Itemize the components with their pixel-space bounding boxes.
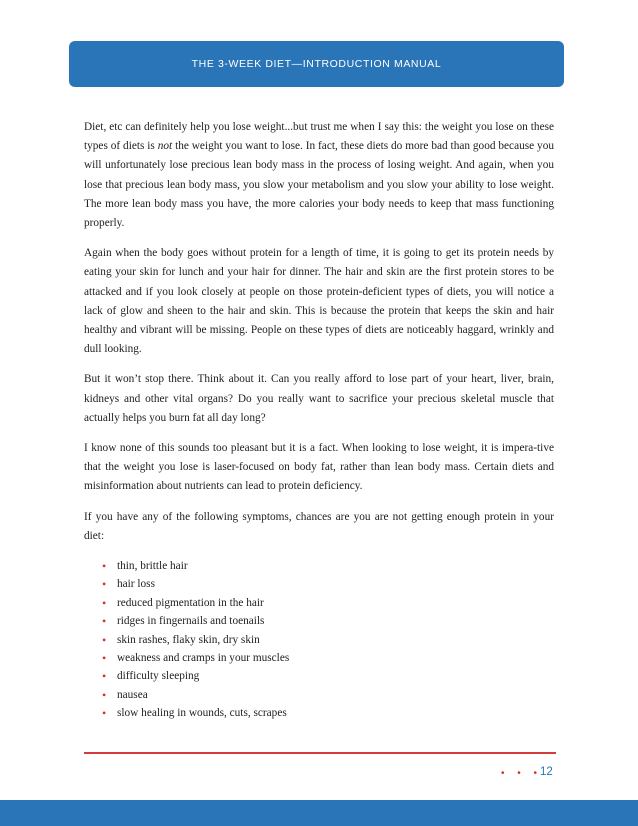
bullet-icon: •: [102, 669, 107, 684]
symptom-text: ridges in fingernails and toenails: [117, 615, 265, 628]
bullet-icon: •: [102, 614, 107, 629]
bottom-band: [0, 800, 638, 826]
list-item: [102, 686, 554, 704]
footer-divider: [84, 752, 556, 754]
list-item: [102, 649, 554, 667]
list-item: [102, 557, 554, 575]
bullet-icon: •: [102, 577, 107, 592]
page-content: [84, 118, 554, 723]
paragraph-5: If you have any of the following symptoms, chances are you are not getting enough protein in your diet:: [84, 510, 554, 542]
paragraph-1-emphasis: not: [157, 140, 173, 153]
symptom-text: thin, brittle hair: [117, 560, 188, 573]
symptom-text: weakness and cramps in your muscles: [117, 652, 290, 665]
bullet-icon: •: [102, 706, 107, 721]
list-item: [102, 594, 554, 612]
list-item: [102, 631, 554, 649]
symptom-text: skin rashes, flaky skin, dry skin: [117, 633, 260, 646]
bullet-icon: •: [102, 595, 107, 610]
header-title: THE 3-WEEK DIET—INTRODUCTION MANUAL: [191, 58, 442, 70]
paragraph-2: Again when the body goes without protein for a length of time, it is going to get its protein needs by eating your skin for lunch and your hair for dinner. The hair and skin are the first protein stores to be attacked and if you look closely at people on those protein-deficient types of diets, you will notice a lack of glow and sheen to the hair and skin. This is because the protein that keeps the skin and hair healthy and vibrant will be missing. People on these types of diets are noticeably haggard, wrinkly and dull looking.: [84, 247, 554, 356]
list-item: [102, 667, 554, 685]
symptom-text: difficulty sleeping: [117, 670, 200, 683]
bullet-icon: •: [102, 687, 107, 702]
symptom-text: slow healing in wounds, cuts, scrapes: [117, 707, 287, 720]
list-item: [102, 704, 554, 722]
bullet-icon: •: [102, 559, 107, 574]
page-dots-icon: • • •: [501, 768, 543, 779]
page-number: 12: [540, 766, 553, 778]
paragraph-1-part-a: Diet, etc can definitely help you lose weight...but trust me when I say this: the weight you lose on these types of diets is: [84, 121, 554, 153]
bullet-icon: •: [102, 632, 107, 647]
paragraph-3: But it won’t stop there. Think about it. Can you really afford to lose part of your heart, liver, brain, kidneys and other vital organs? Do you really want to sacrifice your precious skeletal muscle that actually helps you burn fat all day long?: [84, 373, 554, 424]
bullet-icon: •: [102, 651, 107, 666]
paragraph-1: [84, 118, 554, 233]
symptom-text: nausea: [117, 688, 148, 701]
symptom-text: hair loss: [117, 578, 155, 591]
paragraph-4: I know none of this sounds too pleasant but it is a fact. When looking to lose weight, it is impera-tive that the weight you lose is laser-focused on body fat, rather than lean body mass. Certain diets and misinformation about nutrients can lead to protein deficiency.: [84, 442, 554, 493]
list-item: [102, 612, 554, 630]
list-item: [102, 575, 554, 593]
symptom-list: [84, 557, 554, 723]
symptom-text: reduced pigmentation in the hair: [117, 596, 264, 609]
header-banner: [69, 41, 564, 87]
paragraph-1-part-b: the weight you want to lose. In fact, these diets do more bad than good because you will unfortunately lose precious lean body mass in the process of losing weight. And again, when you lose that precious lean body mass, you slow your metabolism and you slow your ability to lose weight. The more lean body mass you have, the more calories your body needs to keep that mass functioning properly.: [84, 140, 554, 230]
